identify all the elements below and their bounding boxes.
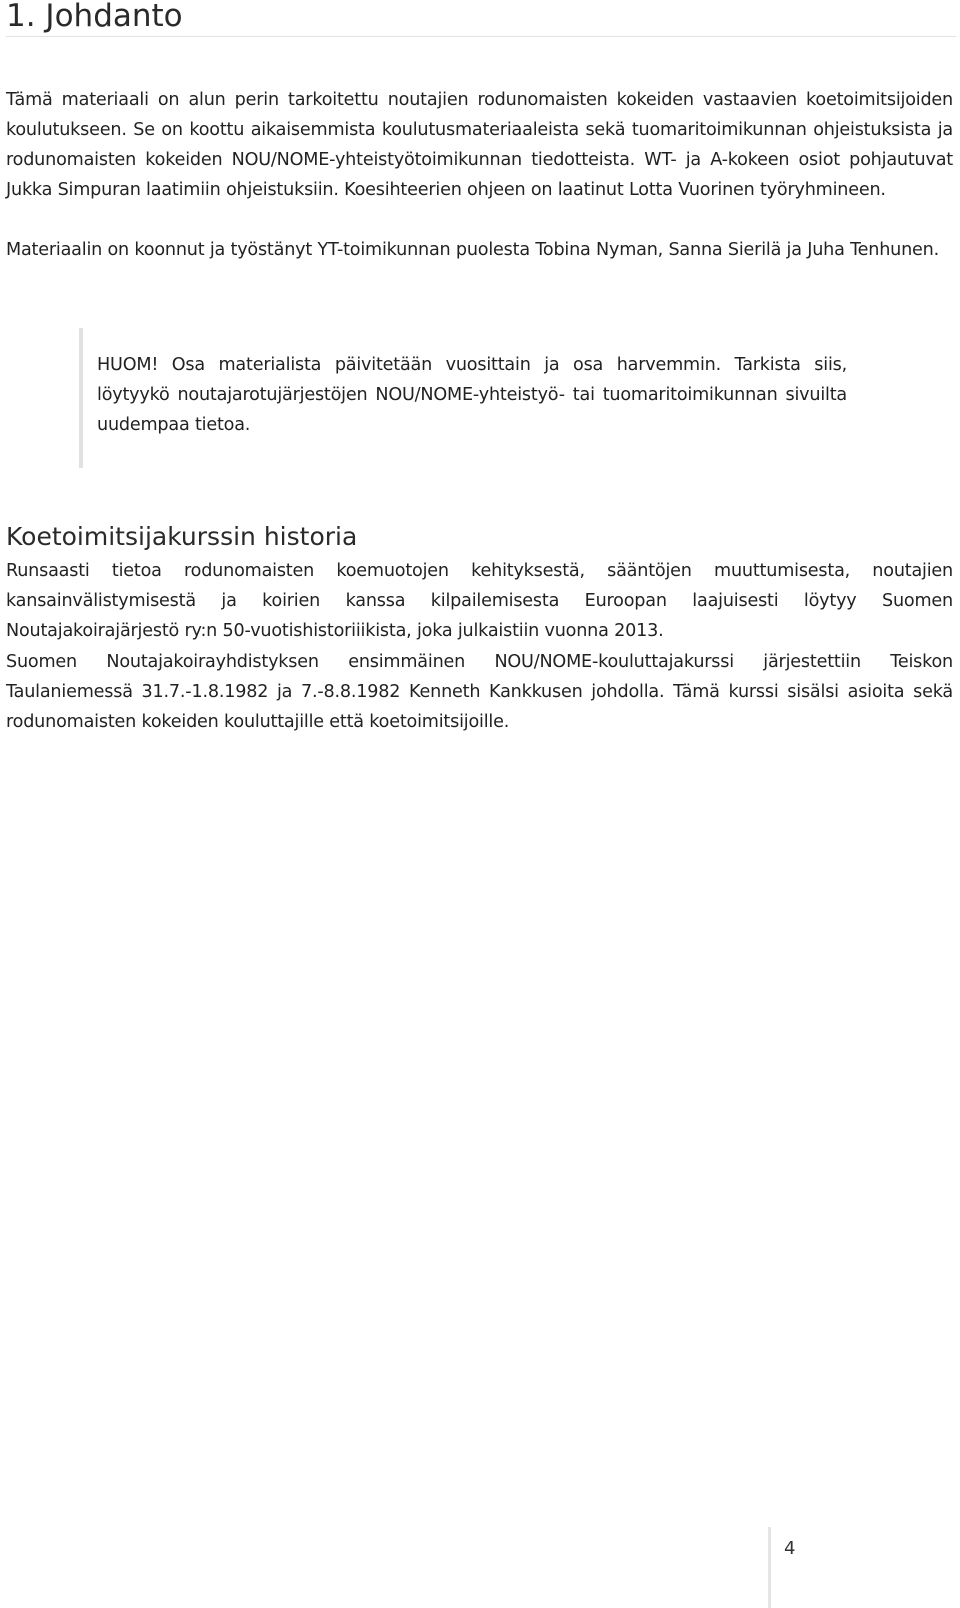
history-paragraph: Runsaasti tietoa rodunomaisten koemuotojen kehityksestä, sääntöjen muuttumisesta, noutajien kansainvälistymisestä ja koirien kanssa kilpailemisesta Euroopan laajuisesti löytyy Suomen Noutajakoirajärjestö ry:n 50-vuotishistoriiikista, joka julkaistiin vuonna 2013. bbox=[6, 561, 953, 641]
chapter-title: 1. Johdanto bbox=[6, 0, 183, 34]
section-heading: Koetoimitsijakurssin historia bbox=[6, 522, 358, 551]
title-divider bbox=[6, 36, 956, 37]
note-box bbox=[79, 328, 847, 468]
course-paragraph: Suomen Noutajakoirayhdistyksen ensimmäinen NOU/NOME-kouluttajakurssi järjestettiin Teiskon Taulaniemessä 31.7.-1.8.1982 ja 7.-8.8.1982 Kenneth Kankkusen johdolla. Tämä kurssi sisälsi asioita sekä rodunomaisten kokeiden kouluttajille että koetoimitsijoille. bbox=[6, 652, 953, 732]
note-text: HUOM! Osa materialista päivitetään vuosittain ja osa harvemmin. Tarkista siis, löytyykö noutajarotujärjestöjen NOU/NOME-yhteistyö- tai tuomaritoimikunnan sivuilta uudempaa tietoa. bbox=[97, 355, 847, 435]
credits-paragraph: Materiaalin on koonnut ja työstänyt YT-toimikunnan puolesta Tobina Nyman, Sanna Sierilä ja Juha Tenhunen. bbox=[6, 240, 940, 260]
page-footer bbox=[768, 1527, 831, 1608]
intro-paragraph: Tämä materiaali on alun perin tarkoitettu noutajien rodunomaisten kokeiden vastaavien koetoimitsijoiden koulutukseen. Se on koottu aikaisemmista koulutusmateriaaleista sekä tuomaritoimikunnan ohjeistuksista ja rodunomaisten kokeiden NOU/NOME-yhteistyötoimikunnan tiedotteista. WT- ja A-kokeen osiot pohjautuvat Jukka Simpuran laatimiin ohjeistuksiin. Koesihteerien ohjeen on laatinut Lotta Vuorinen työryhmineen. bbox=[6, 90, 953, 200]
page-number: 4 bbox=[784, 1538, 796, 1559]
